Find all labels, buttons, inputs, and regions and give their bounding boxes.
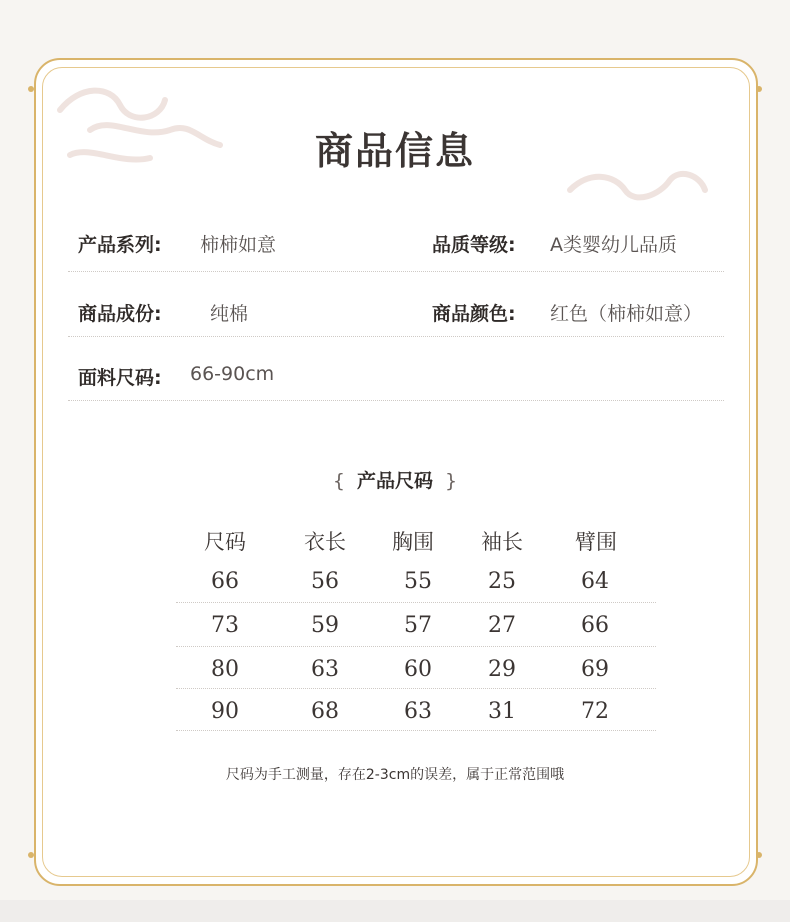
table-cell: 31 xyxy=(488,699,516,724)
table-cell: 66 xyxy=(211,569,239,594)
info-row-material xyxy=(68,299,724,363)
table-header-cell: 衣长 xyxy=(304,530,346,554)
brace-right: } xyxy=(445,470,458,492)
frame-corner-ornament xyxy=(28,86,34,92)
divider xyxy=(68,271,724,272)
table-cell: 29 xyxy=(488,657,516,682)
table-cell: 25 xyxy=(488,569,516,594)
material-label: 商品成份: xyxy=(78,303,162,325)
fabric-size-label: 面料尺码: xyxy=(78,367,162,389)
table-cell: 63 xyxy=(311,657,339,682)
page-title: 商品信息 xyxy=(314,128,475,173)
table-cell: 63 xyxy=(404,699,432,724)
measurement-note: 尺码为手工测量，存在2-3cm的误差，属于正常范围哦 xyxy=(225,767,565,783)
table-cell: 60 xyxy=(404,657,432,682)
size-section-title-text: 产品尺码 xyxy=(356,470,433,492)
brace-left: { xyxy=(332,470,345,492)
table-row-divider xyxy=(176,602,656,603)
table-row-divider xyxy=(176,730,656,731)
frame-corner-ornament xyxy=(28,852,34,858)
table-cell: 90 xyxy=(211,699,239,724)
table-row-divider xyxy=(176,646,656,647)
table-row-divider xyxy=(176,688,656,689)
frame-corner-ornament xyxy=(756,852,762,858)
color-label: 商品颜色: xyxy=(432,303,516,325)
color-value: 红色（柿柿如意） xyxy=(550,303,703,325)
frame-corner-ornament xyxy=(756,86,762,92)
table-cell: 64 xyxy=(581,569,609,594)
series-value: 柿柿如意 xyxy=(200,234,277,256)
table-cell: 27 xyxy=(488,613,516,638)
grade-value: A类婴幼儿品质 xyxy=(550,234,677,256)
bottom-band xyxy=(0,900,790,922)
table-cell: 59 xyxy=(311,613,339,638)
series-label: 产品系列: xyxy=(78,234,162,256)
table-cell: 66 xyxy=(581,613,609,638)
table-cell: 73 xyxy=(211,613,239,638)
table-cell: 69 xyxy=(581,657,609,682)
table-header-cell: 尺码 xyxy=(204,530,246,554)
table-cell: 68 xyxy=(311,699,339,724)
material-value: 纯棉 xyxy=(210,303,249,325)
info-row-fabric-size xyxy=(68,363,724,427)
grade-label: 品质等级: xyxy=(432,234,516,256)
table-cell: 72 xyxy=(581,699,609,724)
table-cell: 56 xyxy=(311,569,339,594)
table-cell: 55 xyxy=(404,569,432,594)
size-section-title xyxy=(0,466,790,493)
table-cell: 80 xyxy=(211,657,239,682)
info-row-series xyxy=(68,230,724,294)
table-header-cell: 袖长 xyxy=(481,530,523,554)
divider xyxy=(68,336,724,337)
table-cell: 57 xyxy=(404,613,432,638)
divider xyxy=(68,400,724,401)
table-header-cell: 臂围 xyxy=(575,530,617,554)
table-header-cell: 胸围 xyxy=(392,530,434,554)
fabric-size-value: 66-90cm xyxy=(190,363,275,385)
